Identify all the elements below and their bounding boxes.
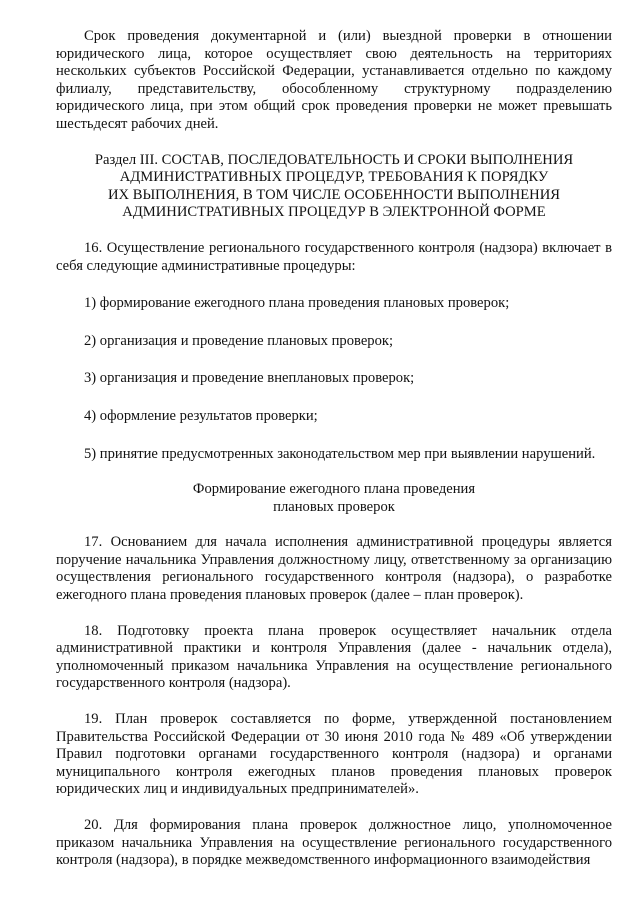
section-heading-line-1: Раздел III. СОСТАВ, ПОСЛЕДОВАТЕЛЬНОСТЬ И СРОКИ ВЫПОЛНЕНИЯ: [94, 151, 574, 168]
paragraph-20: 20. Для формирования плана проверок должностное лицо, уполномоченное приказом начальника Управления на осуществление регионального государственного контроля (надзора), в порядке межведомственного информационного взаимодействия: [56, 817, 612, 869]
document-page: [56, 28, 612, 870]
section-heading-line-2: АДМИНИСТРАТИВНЫХ ПРОЦЕДУР, ТРЕБОВАНИЯ К ПОРЯДКУ: [119, 169, 549, 186]
section-heading: [56, 152, 612, 222]
paragraph-intro: Срок проведения документарной и (или) выездной проверки в отношении юридического лица, которое осуществляет свою деятельность на территориях нескольких субъектов Российской Федерации, устанавливается отдельно по каждому филиалу, представительству, обособленному структурному подразделению юридического лица, при этом общий срок проведения проверки не может превышать шестьдесят рабочих дней.: [56, 28, 612, 132]
list-item-2: 2) организация и проведение плановых проверок;: [84, 332, 394, 349]
paragraph-17: 17. Основанием для начала исполнения административной процедуры является поручение начальника Управления должностному лицу, ответственному за организацию осуществления регионального государственного контроля (надзора), о разработке ежегодного плана проведения плановых проверок (далее – план проверок).: [56, 534, 612, 604]
subsection-heading-line-1: Формирование ежегодного плана проведения: [192, 481, 476, 498]
section-heading-line-4: АДМИНИСТРАТИВНЫХ ПРОЦЕДУР В ЭЛЕКТРОННОЙ ФОРМЕ: [122, 204, 546, 221]
paragraph-18: 18. Подготовку проекта плана проверок осуществляет начальник отдела административной практики и контроля Управления (далее - начальник отдела), уполномоченный приказом начальника Управления на осуществление регионального государственного контроля (надзора).: [56, 622, 612, 692]
list-item-5: 5) принятие предусмотренных законодательством мер при выявлении нарушений.: [84, 445, 596, 462]
list-item-4: 4) оформление результатов проверки;: [84, 407, 318, 424]
subsection-heading-line-2: плановых проверок: [273, 498, 395, 515]
section-heading-line-3: ИХ ВЫПОЛНЕНИЯ, В ТОМ ЧИСЛЕ ОСОБЕННОСТИ ВЫПОЛНЕНИЯ: [107, 186, 560, 203]
paragraph-16: 16. Осуществление регионального государственного контроля (надзора) включает в себя следующие административные процедуры:: [56, 239, 612, 274]
paragraph-19: 19. План проверок составляется по форме, утвержденной постановлением Правительства Российской Федерации от 30 июня 2010 года № 489 «Об утверждении Правил подготовки органами государственного контроля (надзора) и органами муниципального контроля ежегодных планов проведения плановых проверок юридических лиц и индивидуальных предпринимателей».: [56, 711, 612, 798]
list-item-3: 3) организация и проведение внеплановых проверок;: [84, 370, 415, 387]
list-item-1: 1) формирование ежегодного плана проведения плановых проверок;: [84, 295, 510, 312]
subsection-heading: [56, 481, 612, 516]
